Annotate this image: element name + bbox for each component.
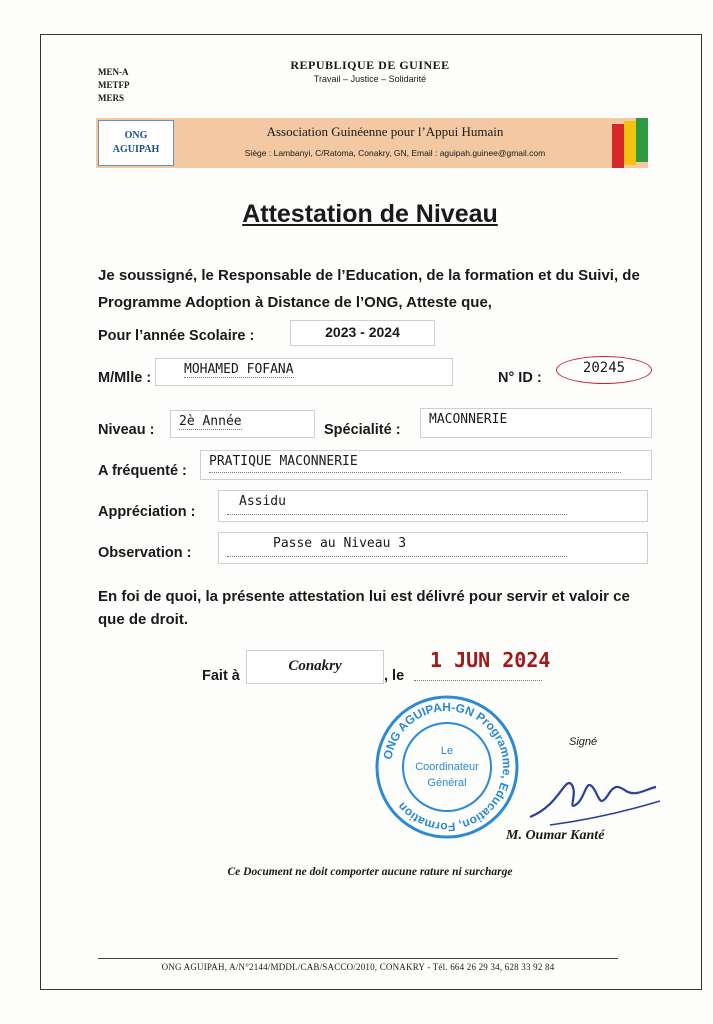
student-name-field <box>155 358 453 386</box>
guinea-flag-icon <box>612 118 648 168</box>
official-stamp <box>372 692 522 842</box>
id-label: N° ID : <box>498 370 542 386</box>
ong-logo <box>98 120 174 166</box>
closing-paragraph: En foi de quoi, la présente attestation lui est délivré pour servir et valoir ce que de droit. <box>98 588 630 628</box>
observation-value: Passe au Niveau 3 <box>273 536 407 551</box>
year-value: 2023 - 2024 <box>290 320 435 346</box>
signe-label: Signé <box>569 736 598 748</box>
logo-line: ONG <box>124 130 148 141</box>
association-name: Association Guinéenne pour l’Appui Humain <box>266 124 504 139</box>
fait-label: Fait à <box>202 668 240 684</box>
republic-title: REPUBLIQUE DE GUINEE <box>290 58 450 72</box>
year-label: Pour l’année Scolaire : <box>98 328 255 344</box>
niveau-label: Niveau : <box>98 422 155 438</box>
appreciation-value: Assidu <box>239 494 286 509</box>
flag-yellow-stripe <box>624 121 636 165</box>
intro-paragraph: Je soussigné, le Responsable de l’Education, de la formation et du Suivi, de Programme Adoption à Distance de l’ONG, Atteste que, <box>98 267 640 311</box>
observation-label: Observation : <box>98 545 192 561</box>
specialite-value: MACONNERIE <box>420 408 652 438</box>
place-value: Conakry <box>246 650 384 684</box>
ministry-code: MERS <box>98 93 125 103</box>
frequente-value: PRATIQUE MACONNERIE <box>209 454 358 469</box>
svg-text:Coordinateur: Coordinateur <box>415 761 479 773</box>
ministry-code: MEN-A <box>98 67 129 77</box>
dotted-line <box>209 472 621 473</box>
frequente-label: A fréquenté : <box>98 463 187 479</box>
id-value: 20245 <box>556 356 652 384</box>
svg-text:Le: Le <box>440 745 454 757</box>
signatory-name: M. Oumar Kanté <box>506 828 605 843</box>
appreciation-label: Appréciation : <box>98 504 196 520</box>
ministry-codes <box>98 66 130 105</box>
observation-field <box>218 532 648 564</box>
document-notice: Ce Document ne doit comporter aucune rature ni surcharge <box>227 866 513 878</box>
student-label: M/Mlle : <box>98 370 152 386</box>
ministry-code: METFP <box>98 80 130 90</box>
signature-scrawl-icon <box>520 755 670 835</box>
niveau-field <box>170 410 315 438</box>
flag-red-stripe <box>612 124 624 168</box>
association-address: Siège : Lambanyi, C/Ratoma, Conakry, GN, Email : aguipah.guinee@gmail.com <box>244 148 546 158</box>
frequente-field <box>200 450 652 480</box>
footer-text: ONG AGUIPAH, A/N°2144/MDDL/CAB/SACCO/2010, CONAKRY - Tél. 664 26 29 34, 628 33 92 84 <box>161 962 555 972</box>
appreciation-field <box>218 490 648 522</box>
logo-line: AGUIPAH <box>112 144 160 155</box>
le-label: , le <box>384 668 405 684</box>
specialite-label: Spécialité : <box>324 422 401 438</box>
dotted-line <box>414 680 542 681</box>
dotted-line <box>227 556 567 557</box>
document-title: Attestation de Niveau <box>242 200 498 228</box>
flag-green-stripe <box>636 118 648 162</box>
niveau-value: 2è Année <box>179 414 242 429</box>
svg-text:Général: Général <box>427 777 467 789</box>
stamp-circle-icon <box>372 692 522 842</box>
date-stamp: 1 JUN 2024 <box>430 648 551 672</box>
dotted-line <box>227 514 567 515</box>
republic-motto: Travail – Justice – Solidarité <box>313 74 427 84</box>
student-name: MOHAMED FOFANA <box>184 362 294 377</box>
svg-text:ONG AGUIPAH-GN Programme, Educ: ONG AGUIPAH-GN Programme, Education, Formation <box>380 699 515 835</box>
footer-divider <box>98 958 618 960</box>
